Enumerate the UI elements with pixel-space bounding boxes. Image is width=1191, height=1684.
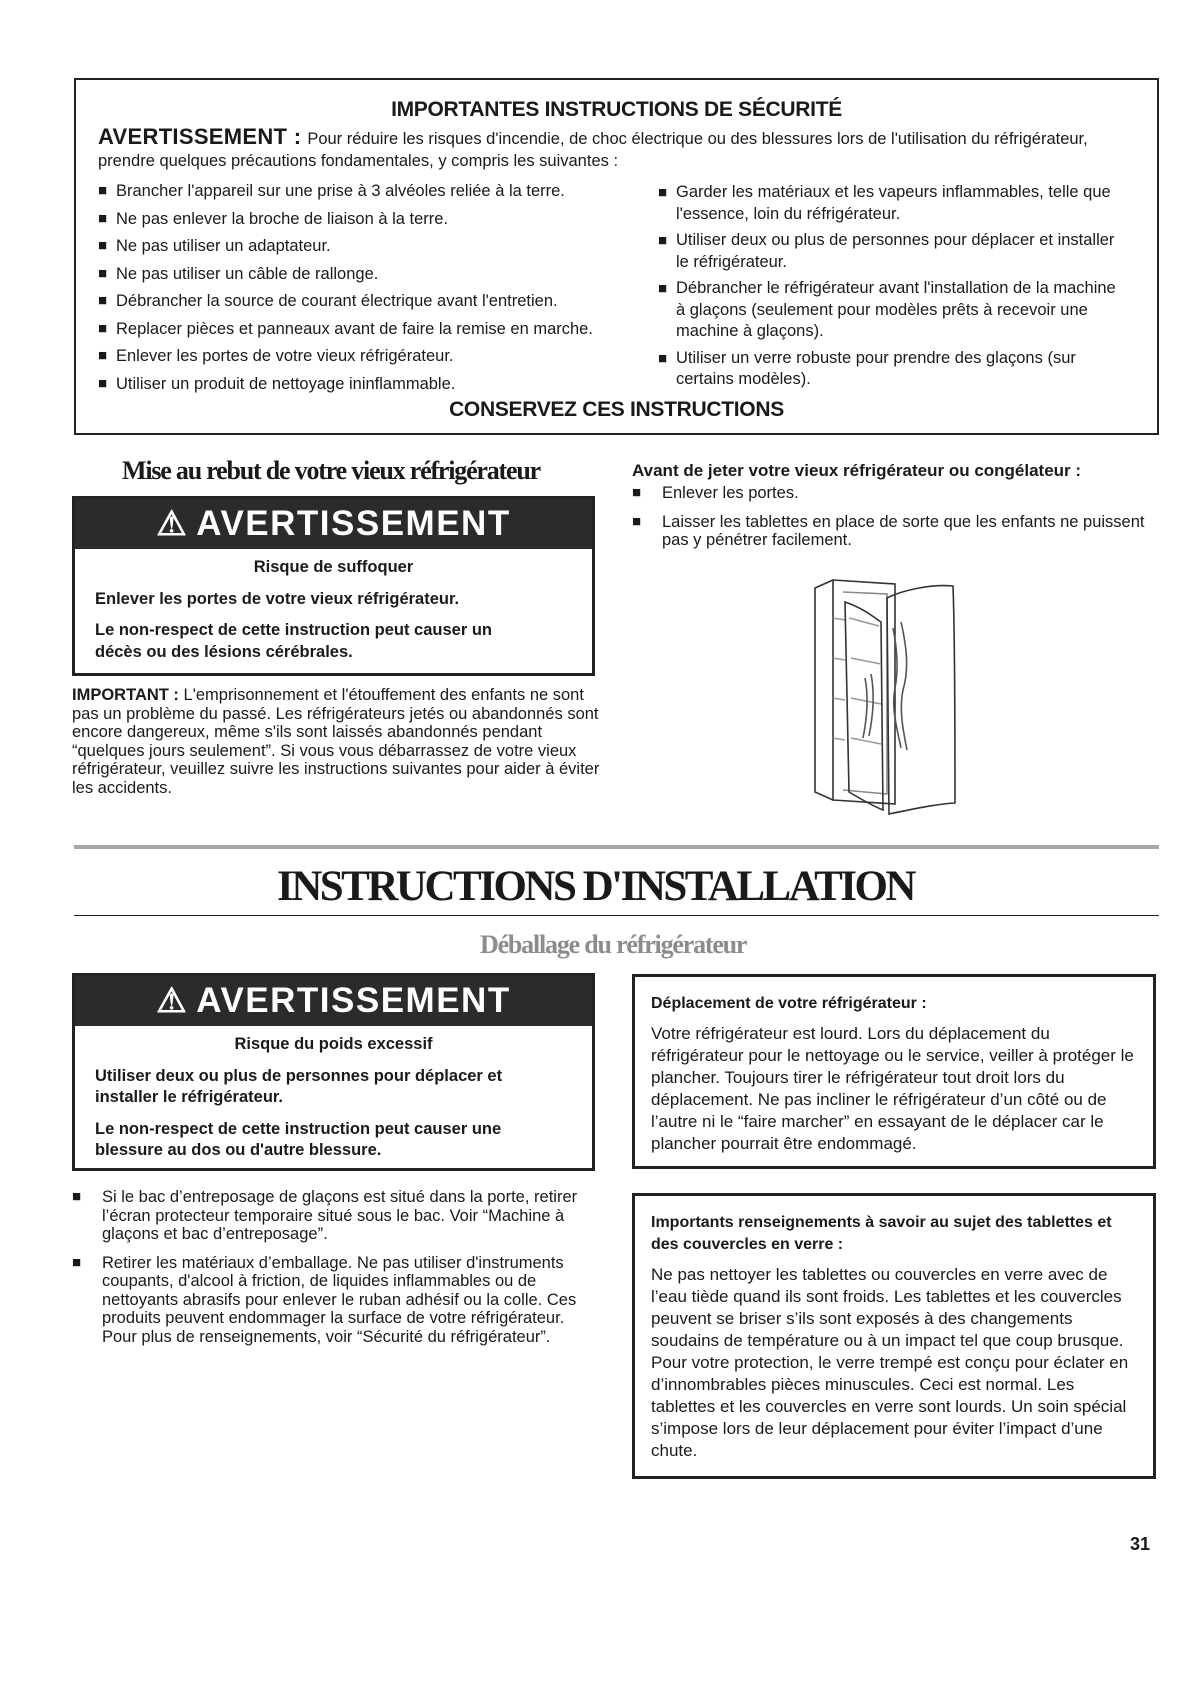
unpacking-list bbox=[72, 1188, 602, 1356]
list-item: ■ Replacer pièces et panneaux avant de faire la remise en marche. bbox=[98, 320, 638, 348]
before-disposal-list bbox=[632, 484, 1152, 560]
warning-hazard: Risque de suffoquer bbox=[253, 558, 414, 576]
list-item: ■ Ne pas utiliser un adaptateur. bbox=[98, 237, 638, 265]
warning-line: Utiliser deux ou plus de personnes pour déplacer et installer le réfrigérateur. bbox=[95, 1066, 503, 1106]
warning-consequence: Le non-respect de cette instruction peut causer une blessure au dos ou d'autre blessure. bbox=[95, 1119, 502, 1159]
list-item: ■ Enlever les portes de votre vieux réfrigérateur. bbox=[98, 347, 638, 375]
warning-header-text: AVERTISSEMENT bbox=[196, 504, 511, 543]
page-number: 31 bbox=[1130, 1534, 1151, 1554]
safety-left-list bbox=[98, 182, 638, 402]
warning-triangle-icon: ⚠ bbox=[156, 505, 189, 543]
list-item: ■ Retirer les matériaux d’emballage. Ne pas utiliser d'instruments coupants, d'alcool à friction, de liquides inflammables ou de nettoyants abrasifs pour enlever le ruban adhésif ou la colle. Ces produits peuvent endommager la surface de votre réfrigérateur. Pour plus de renseignements, voir “Sécurité du réfrigérateur”. bbox=[72, 1254, 602, 1347]
warning-body bbox=[75, 549, 592, 663]
safety-intro bbox=[98, 126, 1138, 172]
installation-title: INSTRUCTIONS D'INSTALLATION bbox=[276, 863, 914, 910]
safety-footer: CONSERVEZ CES INSTRUCTIONS bbox=[449, 398, 784, 421]
list-item: ■ Ne pas utiliser un câble de rallonge. bbox=[98, 265, 638, 293]
safety-right-list bbox=[658, 182, 1128, 396]
list-item: ■ Garder les matériaux et les vapeurs inflammables, telle que l'essence, loin du réfrigérateur. bbox=[658, 182, 1128, 225]
moving-info-box bbox=[632, 974, 1156, 1169]
list-item: ■ Utiliser un verre robuste pour prendre des glaçons (sur certains modèles). bbox=[658, 348, 1128, 391]
glass-text: Ne pas nettoyer les tablettes ou couvercles en verre avec de l’eau tiède quand ils sont froids. Les tablettes et les couvercles peuvent se briser s’ils sont exposés à des changements soudains de température ou à un impact tel que coup brusque. Pour votre protection, le verre trempé est conçu pour éclater en d’innombrables pièces minuscules. Ceci est normal. Les tablettes et les couvercles en verre sont lourds. Un soin spécial s’impose lors de leur déplacement pour éviter l’impact d’une chute. bbox=[651, 1265, 1129, 1460]
list-item: ■ Laisser les tablettes en place de sorte que les enfants ne puissent pas y pénétrer facilement. bbox=[632, 513, 1152, 550]
safety-instructions-box bbox=[74, 78, 1159, 435]
list-item: ■ Débrancher la source de courant électrique avant l'entretien. bbox=[98, 292, 638, 320]
list-item: ■ Si le bac d’entreposage de glaçons est situé dans la porte, retirer l’écran protecteur temporaire situé sous le bac. Voir “Machine à glaçons et bac d’entreposage”. bbox=[72, 1188, 602, 1244]
warning-line: Enlever les portes de votre vieux réfrigérateur. bbox=[95, 589, 460, 608]
before-disposal-heading: Avant de jeter votre vieux réfrigérateur ou congélateur : bbox=[632, 461, 1082, 480]
unpacking-heading: Déballage du réfrigérateur bbox=[480, 930, 747, 959]
list-item: ■ Enlever les portes. bbox=[632, 484, 1152, 503]
important-text: L'emprisonnement et l'étouffement des enfants ne sont pas un problème du passé. Les réfrigérateurs jetés ou abandonnés sont encore dangereux, même s'ils sont laissés abandonnés pendant “quelques jours seulement”. Si vous vous débarrassez de votre vieux réfrigérateur, veuillez suivre les instructions suivantes pour aider à éviter les accidents. bbox=[72, 686, 600, 797]
safety-title: IMPORTANTES INSTRUCTIONS DE SÉCURITÉ bbox=[391, 98, 842, 121]
refrigerator-illustration bbox=[805, 578, 995, 818]
glass-info-box bbox=[632, 1193, 1156, 1479]
list-item: ■ Ne pas enlever la broche de liaison à la terre. bbox=[98, 210, 638, 238]
title-underline bbox=[74, 915, 1159, 916]
glass-heading: Importants renseignements à savoir au sujet des tablettes et des couvercles en verre : bbox=[651, 1214, 1112, 1253]
warning-header bbox=[75, 499, 592, 549]
warning-body bbox=[75, 1026, 592, 1162]
warning-triangle-icon: ⚠ bbox=[156, 982, 189, 1020]
moving-text: Votre réfrigérateur est lourd. Lors du déplacement du réfrigérateur pour le nettoyage ou le service, veiller à protéger le plancher. Toujours tirer le réfrigérateur tout droit lors du déplacement. Ne pas incliner le réfrigérateur d’un côté ou de l’autre ni le “faire marcher” en essayant de le déplacer car le plancher pourrait être endommagé. bbox=[651, 1024, 1134, 1153]
warning-header-text: AVERTISSEMENT bbox=[196, 981, 511, 1020]
disposal-heading: Mise au rebut de votre vieux réfrigérateur bbox=[122, 456, 540, 485]
safety-warning-lead: AVERTISSEMENT : bbox=[98, 124, 302, 149]
list-item: ■ Utiliser un produit de nettoyage ininflammable. bbox=[98, 375, 638, 403]
safety-warning-text: Pour réduire les risques d'incendie, de choc électrique ou des blessures lors de l'utilisation du réfrigérateur, prendre quelques précautions fondamentales, y compris les suivantes : bbox=[98, 130, 1088, 170]
important-paragraph bbox=[72, 686, 602, 797]
weight-warning-box bbox=[72, 973, 595, 1171]
list-item: ■ Brancher l'appareil sur une prise à 3 alvéoles reliée à la terre. bbox=[98, 182, 638, 210]
moving-heading: Déplacement de votre réfrigérateur : bbox=[651, 995, 927, 1012]
section-divider bbox=[74, 845, 1159, 849]
warning-hazard: Risque du poids excessif bbox=[234, 1035, 433, 1053]
list-item: ■ Débrancher le réfrigérateur avant l'installation de la machine à glaçons (seulement pour modèles prêts à recevoir une machine à glaçons). bbox=[658, 278, 1128, 343]
warning-consequence: Le non-respect de cette instruction peut causer un décès ou des lésions cérébrales. bbox=[95, 621, 492, 661]
important-lead: IMPORTANT : bbox=[72, 686, 179, 704]
warning-header bbox=[75, 976, 592, 1026]
list-item: ■ Utiliser deux ou plus de personnes pour déplacer et installer le réfrigérateur. bbox=[658, 230, 1128, 273]
suffocation-warning-box bbox=[72, 496, 595, 676]
